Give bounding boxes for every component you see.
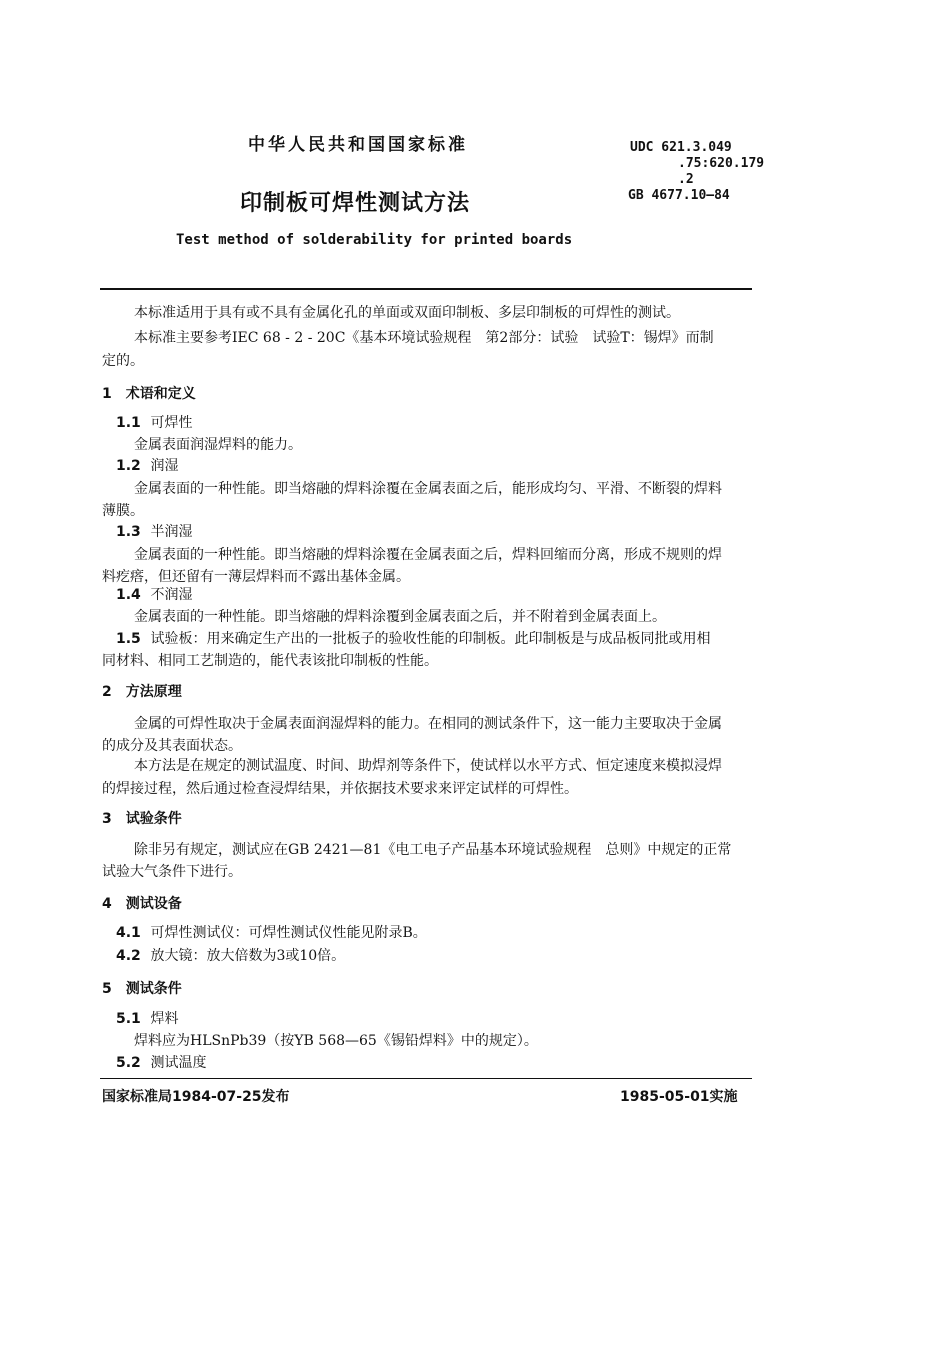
- clause-1-2-definition-line-2: 薄膜。: [102, 503, 144, 519]
- intro-paragraph-2-line-2: 定的。: [102, 353, 144, 369]
- clause-text: 可焊性测试仪：可焊性测试仪性能见附录B。: [150, 925, 427, 941]
- clause-number: 1.1: [116, 415, 141, 431]
- standard-category: 中华人民共和国国家标准: [248, 135, 468, 155]
- gb-code: GB 4677.10—84: [628, 188, 730, 203]
- clause-1-2: [116, 455, 178, 477]
- udc-line-2: .75:620.179: [678, 156, 765, 171]
- clause-number: 5.2: [116, 1055, 141, 1071]
- clause-1-5-line-1: [116, 628, 710, 650]
- section-2-paragraph-2-line-2: 的焊接过程，然后通过检查浸焊结果，并依据技术要求来评定试样的可焊性。: [102, 781, 578, 797]
- clause-1-3: [116, 521, 192, 543]
- clause-number: 1.4: [116, 587, 141, 603]
- clause-number: 5.1: [116, 1011, 141, 1027]
- clause-term: 可焊性: [150, 415, 193, 431]
- clause-5-1: [116, 1008, 178, 1030]
- clause-number: 1.2: [116, 458, 141, 474]
- clause-1-5-line-2: 同材料、相同工艺制造的，能代表该批印制板的性能。: [102, 653, 438, 669]
- clause-4-2: [116, 945, 345, 967]
- clause-4-1: [116, 922, 427, 944]
- clause-1-1-definition: 金属表面润湿焊料的能力。: [134, 437, 302, 453]
- clause-term: 半润湿: [150, 524, 193, 540]
- section-2-paragraph-1-line-1: 金属的可焊性取决于金属表面润湿焊料的能力。在相同的测试条件下，这一能力主要取决于金属: [134, 716, 722, 732]
- clause-text: 试验板：用来确定生产出的一批板子的验收性能的印制板。此印制板是与成品板同批或用相: [150, 631, 711, 647]
- document-title: 印制板可焊性测试方法: [240, 191, 471, 216]
- effective-date: 1985-05-01实施: [620, 1089, 738, 1105]
- intro-paragraph-2-line-1: 本标准主要参考IEC 68 - 2 - 20C《基本环境试验规程 第2部分：试验 试验T：锡焊》而制: [134, 330, 714, 346]
- header-divider: [100, 288, 752, 290]
- clause-number: 4.1: [116, 925, 141, 941]
- clause-5-2: [116, 1052, 206, 1074]
- clause-1-2-definition-line-1: 金属表面的一种性能。即当熔融的焊料涂覆在金属表面之后，能形成均匀、平滑、不断裂的焊料: [134, 481, 722, 497]
- section-2-paragraph-1-line-2: 的成分及其表面状态。: [102, 738, 242, 754]
- section-4-heading: 4 测试设备: [102, 896, 182, 912]
- clause-term: 不润湿: [150, 587, 193, 603]
- document-title-english: Test method of solderability for printed boards: [176, 232, 573, 248]
- udc-line-3: .2: [678, 172, 694, 187]
- clause-text: 放大镜：放大倍数为3或10倍。: [150, 948, 346, 964]
- issue-date: 国家标准局1984-07-25发布: [102, 1089, 290, 1105]
- clause-5-1-text: 焊料应为HLSnPb39（按YB 568—65《锡铅焊料》中的规定）。: [134, 1033, 538, 1049]
- section-2-paragraph-2-line-1: 本方法是在规定的测试温度、时间、助焊剂等条件下，使试样以水平方式、恒定速度来模拟浸焊: [134, 758, 722, 774]
- clause-term: 测试温度: [150, 1055, 207, 1071]
- clause-1-4: [116, 584, 192, 606]
- section-2-heading: 2 方法原理: [102, 684, 182, 700]
- section-1-heading: 1 术语和定义: [102, 386, 196, 402]
- clause-1-3-definition-line-2: 料疙瘩，但还留有一薄层焊料而不露出基体金属。: [102, 569, 410, 585]
- section-3-paragraph-line-1: 除非另有规定，测试应在GB 2421—81《电工电子产品基本环境试验规程 总则》中规定的正常: [134, 842, 732, 858]
- clause-term: 焊料: [150, 1011, 179, 1027]
- clause-number: 4.2: [116, 948, 141, 964]
- udc-line-1: UDC 621.3.049: [630, 140, 732, 155]
- clause-1-1: [116, 412, 192, 434]
- clause-1-3-definition-line-1: 金属表面的一种性能。即当熔融的焊料涂覆在金属表面之后，焊料回缩而分离，形成不规则的焊: [134, 547, 722, 563]
- clause-term: 润湿: [150, 458, 179, 474]
- intro-paragraph-1: 本标准适用于具有或不具有金属化孔的单面或双面印制板、多层印制板的可焊性的测试。: [134, 305, 680, 321]
- udc-code: [630, 140, 764, 188]
- footer-divider: [100, 1078, 752, 1079]
- section-3-paragraph-line-2: 试验大气条件下进行。: [102, 864, 242, 880]
- clause-number: 1.3: [116, 524, 141, 540]
- clause-number: 1.5: [116, 631, 141, 647]
- section-5-heading: 5 测试条件: [102, 981, 182, 997]
- section-3-heading: 3 试验条件: [102, 811, 182, 827]
- clause-1-4-definition: 金属表面的一种性能。即当熔融的焊料涂覆到金属表面之后，并不附着到金属表面上。: [134, 609, 666, 625]
